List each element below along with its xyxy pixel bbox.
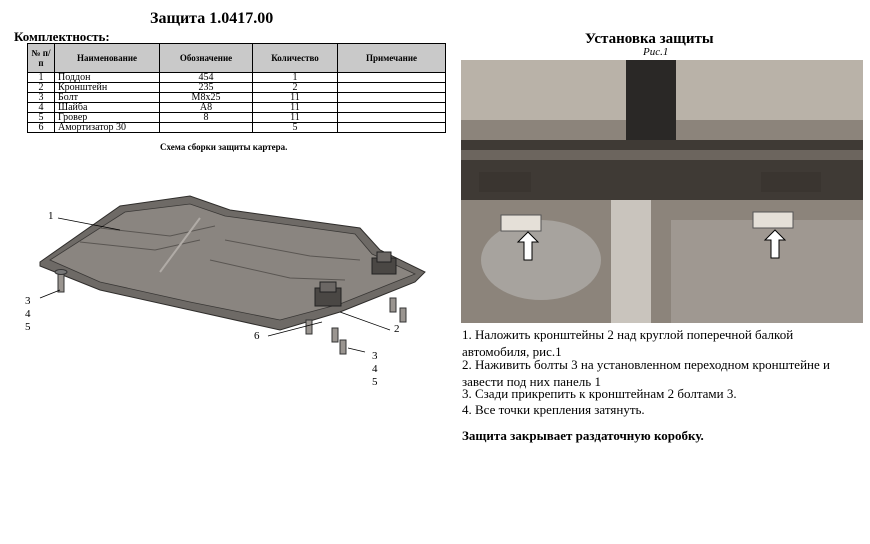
- row-number: 4: [28, 103, 55, 113]
- callout-5-right: 5: [372, 376, 378, 388]
- callout-3-right: 3: [372, 350, 378, 362]
- row-code: 8: [160, 113, 253, 123]
- col-note: Примечание: [338, 44, 446, 73]
- row-number: 5: [28, 113, 55, 123]
- coverage-note: Защита закрывает раздаточную коробку.: [462, 428, 704, 443]
- cross-beam-highlight: [461, 150, 863, 160]
- row-note: [338, 123, 446, 133]
- table-row: [28, 93, 446, 103]
- row-name: Шайба: [55, 103, 160, 113]
- bracket-left-photo: [479, 172, 531, 192]
- row-qty: 11: [253, 93, 338, 103]
- kit-table-header: [28, 44, 446, 73]
- callout-1: 1: [48, 210, 54, 222]
- row-name: Амортизатор 30: [55, 123, 160, 133]
- install-title: Установка защиты: [585, 31, 714, 47]
- row-note: [338, 73, 446, 83]
- row-note: [338, 83, 446, 93]
- shock-absorber: [626, 60, 676, 140]
- col-name: Наименование: [55, 44, 160, 73]
- callout-4-left: 4: [25, 308, 31, 320]
- callout-2: 2: [394, 323, 400, 335]
- mount-left: [501, 215, 541, 231]
- row-qty: 5: [253, 123, 338, 133]
- table-row: [28, 113, 446, 123]
- leader-345-left: [40, 290, 60, 298]
- figure-caption: Рис.1: [643, 46, 669, 58]
- row-qty: 1: [253, 73, 338, 83]
- assembly-schema-caption: Схема сборки защиты картера.: [160, 142, 288, 152]
- installation-photo: [461, 60, 863, 323]
- instruction-step-1: 1. Наложить кронштейны 2 над круглой поперечной балкой автомобиля, рис.1: [462, 327, 794, 359]
- table-row: [28, 73, 446, 83]
- row-note: [338, 93, 446, 103]
- table-row: [28, 103, 446, 113]
- col-number: № п/п: [28, 44, 55, 73]
- exhaust-pipe: [611, 200, 651, 323]
- bracket-right-photo: [761, 172, 821, 192]
- table-row: [28, 83, 446, 93]
- row-name: Кронштейн: [55, 83, 160, 93]
- bolt-set-left: [55, 270, 67, 293]
- row-name: Гровер: [55, 113, 160, 123]
- row-number: 6: [28, 123, 55, 133]
- tank: [671, 220, 863, 323]
- muffler: [481, 220, 601, 300]
- document-title: Защита 1.0417.00: [150, 10, 274, 27]
- row-qty: 11: [253, 103, 338, 113]
- col-code: Обозначение: [160, 44, 253, 73]
- kit-heading: Комплектность:: [14, 29, 110, 44]
- row-code: А8: [160, 103, 253, 113]
- row-number: 2: [28, 83, 55, 93]
- row-number: 3: [28, 93, 55, 103]
- row-qty: 11: [253, 113, 338, 123]
- row-note: [338, 113, 446, 123]
- row-name: Поддон: [55, 73, 160, 83]
- row-code: М8х25: [160, 93, 253, 103]
- row-number: 1: [28, 73, 55, 83]
- row-code: [160, 123, 253, 133]
- col-qty: Количество: [253, 44, 338, 73]
- callout-3-left: 3: [25, 295, 31, 307]
- instruction-step-3: 3. Сзади прикрепить к кронштейнам 2 болтами 3.: [462, 386, 737, 401]
- row-code: 454: [160, 73, 253, 83]
- kit-table: [27, 43, 446, 133]
- mount-right: [753, 212, 793, 228]
- row-qty: 2: [253, 83, 338, 93]
- assembly-diagram: [10, 180, 450, 400]
- callout-6: 6: [254, 330, 260, 342]
- row-note: [338, 103, 446, 113]
- table-row: [28, 123, 446, 133]
- instruction-step-4: 4. Все точки крепления затянуть.: [462, 402, 645, 417]
- callout-4-right: 4: [372, 363, 378, 375]
- leader-2: [340, 312, 390, 330]
- instruction-step-2: 2. Наживить болты 3 на установленном переходном кронштейне и завести под них панель 1: [462, 357, 830, 389]
- row-name: Болт: [55, 93, 160, 103]
- callout-5-left: 5: [25, 321, 31, 333]
- leader-345-right: [348, 348, 365, 352]
- row-code: 235: [160, 83, 253, 93]
